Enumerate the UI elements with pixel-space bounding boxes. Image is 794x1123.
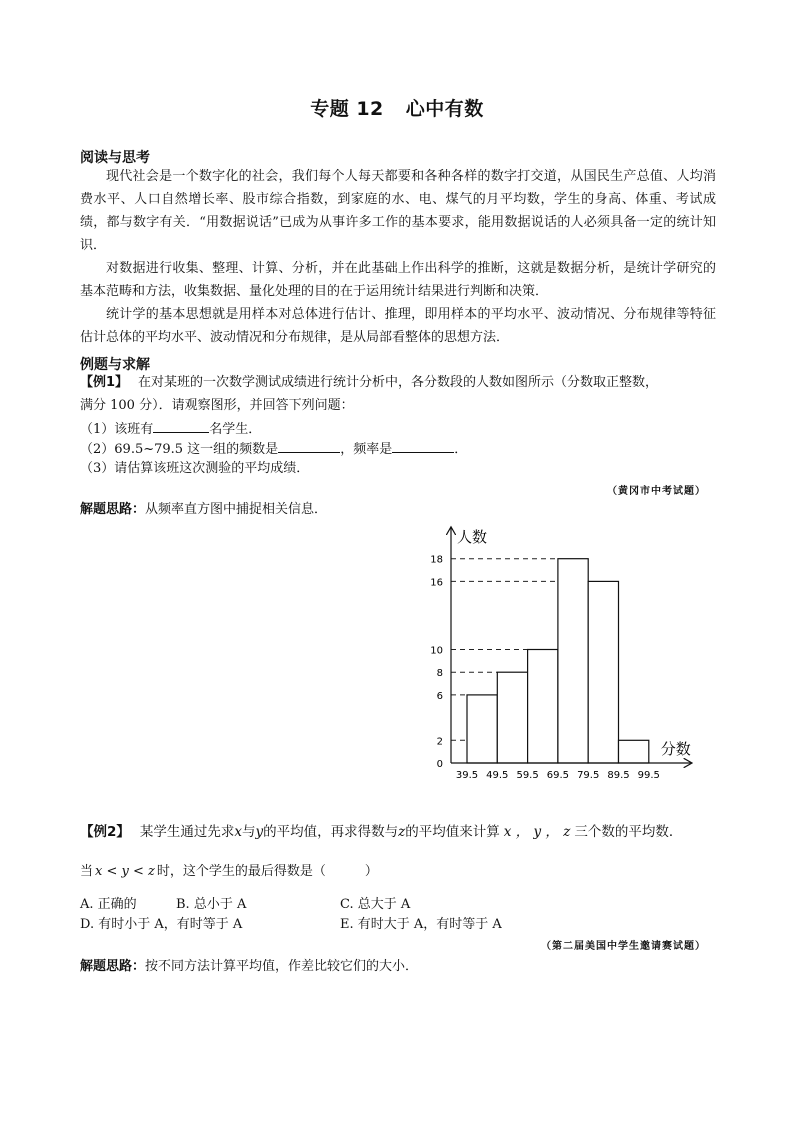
- example1-hint-label: 解题思路：: [80, 502, 146, 517]
- example1-question2: [80, 439, 467, 460]
- example1-hint: [80, 500, 327, 520]
- q2-text-c: ．: [454, 442, 468, 457]
- ex2-cond-a: 当: [80, 864, 94, 879]
- option-c: C. 总大于 A: [340, 897, 411, 912]
- reading-paragraph-3: 统计学的基本思想就是用样本对总体进行估计、推理，即用样本的平均水平、波动情况、分布规律等特征估计总体的平均水平、波动情况和分布规律，是从局部看整体的思想方法．: [80, 307, 716, 345]
- x-tick-label: 39.5: [455, 770, 479, 781]
- ex2-and: 与: [242, 824, 256, 840]
- x-tick-label: 89.5: [607, 770, 630, 781]
- x-tick-label: 59.5: [516, 770, 539, 781]
- example2-source: （第二届美国中学生邀请赛试题）: [541, 941, 706, 952]
- ex2-cond-math: x < y < z: [95, 864, 155, 879]
- ex2-cond-b: 时，这个学生的最后得数是（ ）: [156, 864, 378, 879]
- histogram-chart: [415, 522, 715, 784]
- title-main: 专题 12: [310, 98, 384, 120]
- y-tick-label: 10: [430, 645, 443, 657]
- example2-hint: [80, 957, 418, 977]
- var-list: x ， y ， z: [503, 824, 571, 840]
- histogram-bar: [558, 559, 588, 763]
- y-tick-label: 8: [436, 668, 443, 680]
- section-heading-examples: 例题与求解: [80, 357, 150, 373]
- example2-hint-text: 按不同方法计算平均值，作差比较它们的大小．: [145, 959, 419, 974]
- example1-stem-line1: [80, 373, 658, 393]
- example1-tag: 【例1】: [80, 375, 129, 390]
- example1-hint-text: 从频率直方图中捕捉相关信息．: [145, 502, 328, 517]
- q2-frequency-blank[interactable]: [278, 439, 340, 453]
- option-d: D. 有时小于 A，有时等于 A: [80, 917, 243, 932]
- example1-stem1: 在对某班的一次数学测试成绩进行统计分析中，各分数段的人数如图所示（分数取正整数，: [138, 375, 659, 390]
- histogram-bar: [497, 672, 527, 763]
- q1-text-b: 名学生．: [209, 422, 262, 437]
- x-tick-label: 79.5: [577, 770, 600, 781]
- x-tick-label: 99.5: [637, 770, 660, 781]
- q2-rate-blank[interactable]: [392, 439, 454, 453]
- x-tick-label: 69.5: [546, 770, 570, 781]
- q1-answer-blank[interactable]: [153, 419, 209, 433]
- example2-condition: [80, 862, 378, 882]
- y-tick-label: 6: [436, 690, 443, 702]
- y-tick-label: 16: [430, 577, 443, 589]
- q2-text-b: ，频率是: [340, 442, 393, 457]
- y-tick-label: 0: [436, 759, 443, 770]
- y-tick-label: 2: [436, 736, 443, 748]
- y-axis-label: 人数: [457, 528, 488, 546]
- option-b: B. 总小于 A: [176, 897, 247, 912]
- ex2-stem-a: 某学生通过先求: [139, 824, 235, 840]
- q2-text-a: （2）69.5~79.5 这一组的频数是: [80, 442, 279, 457]
- example2-stem: [80, 822, 682, 842]
- page-title: [0, 94, 794, 121]
- example1-source: （黄冈市中考试题）: [607, 486, 706, 497]
- x-tick-label: 49.5: [486, 770, 509, 781]
- example1-question3: （3）请估算该班这次测验的平均成绩．: [80, 461, 310, 476]
- q1-text-a: （1）该班有: [80, 422, 154, 437]
- ex2-stem-b: 的平均值，再求得数与: [263, 824, 399, 840]
- var-y: y: [255, 824, 264, 840]
- reading-paragraph-1: 现代社会是一个数字化的社会，我们每个人每天都要和各种各样的数字打交道，从国民生产总值、人均消费水平、人口自然增长率、股市综合指数，到家庭的水、电、煤气的月平均数，学生的身高、体重、考试成绩，都与数字有关．“用数据说话”已成为从事许多工作的基本要求，能用数据说话的人必须具备一定的统计知识．: [80, 169, 716, 253]
- example2-tag: 【例2】: [80, 824, 130, 840]
- ex2-stem-c: 的平均值来计算: [405, 824, 500, 840]
- option-e: E. 有时大于 A，有时等于 A: [340, 917, 502, 932]
- example1-stem-line2: 满分 100 分）．请观察图形，并回答下列问题：: [80, 398, 354, 413]
- histogram-bar: [467, 695, 497, 763]
- ex2-stem-d: 三个数的平均数．: [574, 824, 683, 840]
- histogram-bar: [528, 650, 558, 764]
- title-sub: 心中有数: [405, 98, 484, 120]
- var-x: x: [234, 824, 243, 840]
- histogram-bar: [588, 581, 618, 763]
- option-a: A. 正确的: [80, 897, 137, 912]
- section-heading-reading: 阅读与思考: [80, 150, 150, 166]
- example2-hint-label: 解题思路：: [80, 959, 146, 974]
- reading-paragraph-2: 对数据进行收集、整理、计算、分析，并在此基础上作出科学的推断，这就是数据分析，是统计学研究的基本范畴和方法，收集数据、量化处理的目的在于运用统计结果进行判断和决策．: [80, 261, 716, 299]
- y-tick-label: 18: [430, 554, 443, 566]
- example1-question1: [80, 419, 261, 440]
- var-z: z: [398, 824, 406, 840]
- x-axis-label: 分数: [660, 740, 691, 758]
- reading-paragraphs: [80, 165, 716, 349]
- histogram-bar: [619, 740, 649, 763]
